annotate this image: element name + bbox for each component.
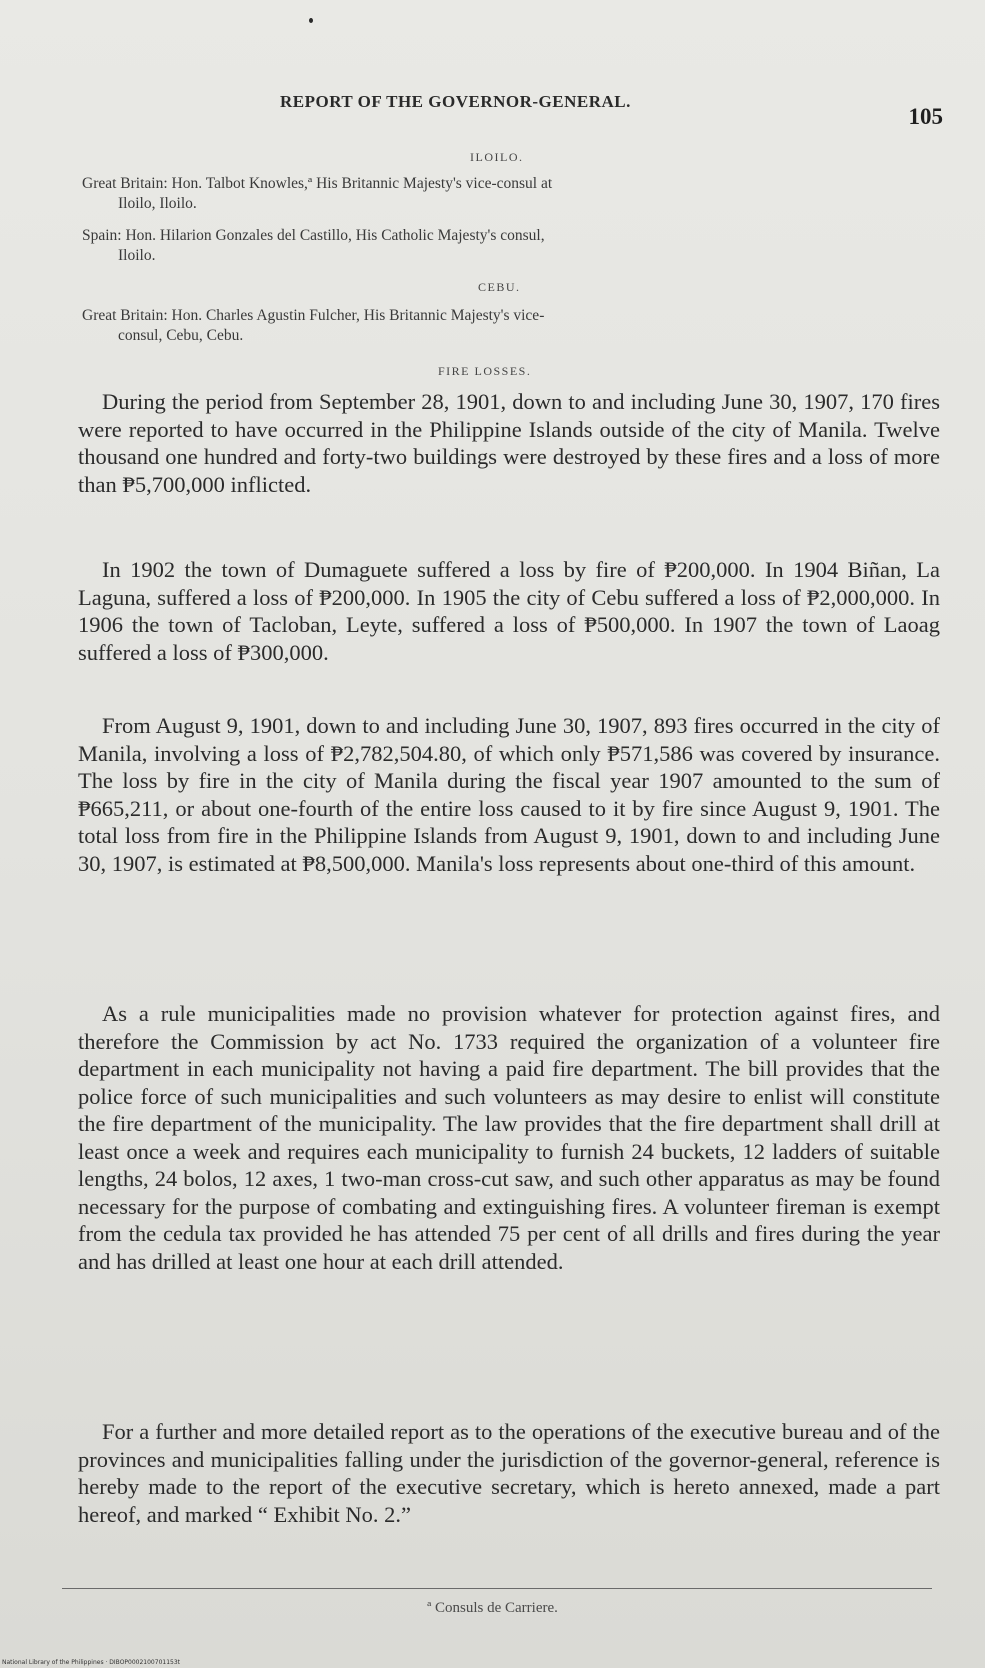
section-heading-fire-losses: FIRE LOSSES. xyxy=(438,364,532,378)
paragraph-text: As a rule municipalities made no provision whatever for protection against fires, and therefore the Commission by act No. 1733 required the organization of a volunteer fire department in each municipality not having a paid fire department. The bill provides that the police force of such municipalities and such volunteers as may desire to enlist will constitute the fire department of the municipality. The law provides that the fire department shall drill at least once a week and requires each municipality to furnish 24 buckets, 12 ladders of suitable lengths, 24 bolos, 12 axes, 1 two-man cross-cut saw, and such other apparatus as may be found necessary for the purpose of combating and extinguishing fires. A volunteer fireman is exempt from the cedula tax provided he has attended 75 per cent of all drills and fires during the year and has drilled at least one hour at each drill attended. xyxy=(78,1001,940,1274)
consul-entry-line: Great Britain: Hon. Talbot Knowles,ª His Britannic Majesty's vice-consul at xyxy=(82,175,553,192)
consul-entry-line: Spain: Hon. Hilarion Gonzales del Castillo, His Catholic Majesty's consul, xyxy=(82,227,545,244)
section-heading-cebu: CEBU. xyxy=(478,280,521,294)
paragraph-text: For a further and more detailed report as to the operations of the executive bureau and of the provinces and municipalities falling under the jurisdiction of the governor-general, reference is hereby made to the report of the executive secretary, which is hereto annexed, made a part hereof, and marked “ Exhibit No. 2.” xyxy=(78,1419,940,1527)
section-heading-iloilo: ILOILO. xyxy=(470,150,524,164)
consul-entry xyxy=(82,226,937,266)
paragraph xyxy=(78,388,940,498)
paragraph xyxy=(78,712,940,877)
running-head: REPORT OF THE GOVERNOR-GENERAL. xyxy=(280,92,631,111)
paragraph xyxy=(78,1000,940,1275)
consul-entry-line: Iloilo. xyxy=(118,247,156,264)
footnote-rule xyxy=(62,1588,932,1589)
consul-entry-line: Great Britain: Hon. Charles Agustin Fulcher, His Britannic Majesty's vice- xyxy=(82,307,545,324)
paragraph xyxy=(78,556,940,666)
footnote: ª Consuls de Carriere. xyxy=(427,1600,558,1616)
consul-entry-line: Iloilo, Iloilo. xyxy=(118,195,197,212)
consul-entry xyxy=(82,174,937,214)
paragraph-text: During the period from September 28, 1901, down to and including June 30, 1907, 170 fires were reported to have occurred in the Philippine Islands outside of the city of Manila. Twelve thousand one hundred and forty-two buildings were destroyed by these fires and a loss of more than ₱5,700,000 inflicted. xyxy=(78,389,940,497)
scan-credit: National Library of the Philippines · DIBOP0002100701153t xyxy=(2,1659,181,1666)
paragraph xyxy=(78,1418,940,1528)
consul-entry xyxy=(82,306,937,346)
scan-speck xyxy=(309,18,313,23)
page-number: 105 xyxy=(908,104,943,129)
paragraph-text: From August 9, 1901, down to and including June 30, 1907, 893 fires occurred in the city of Manila, involving a loss of ₱2,782,504.80, of which only ₱571,586 was covered by insurance. The loss by fire in the city of Manila during the fiscal year 1907 amounted to the sum of ₱665,211, or about one-fourth of the entire loss caused to it by fire since August 9, 1901. The total loss from fire in the Philippine Islands from August 9, 1901, down to and including June 30, 1907, is estimated at ₱8,500,000. Manila's loss represents about one-third of this amount. xyxy=(78,713,940,876)
paragraph-text: In 1902 the town of Dumaguete suffered a loss by fire of ₱200,000. In 1904 Biñan, La Laguna, suffered a loss of ₱200,000. In 1905 the city of Cebu suffered a loss of ₱2,000,000. In 1906 the town of Tacloban, Leyte, suffered a loss of ₱500,000. In 1907 the town of Laoag suffered a loss of ₱300,000. xyxy=(78,557,940,665)
consul-entry-line: consul, Cebu, Cebu. xyxy=(118,327,244,344)
